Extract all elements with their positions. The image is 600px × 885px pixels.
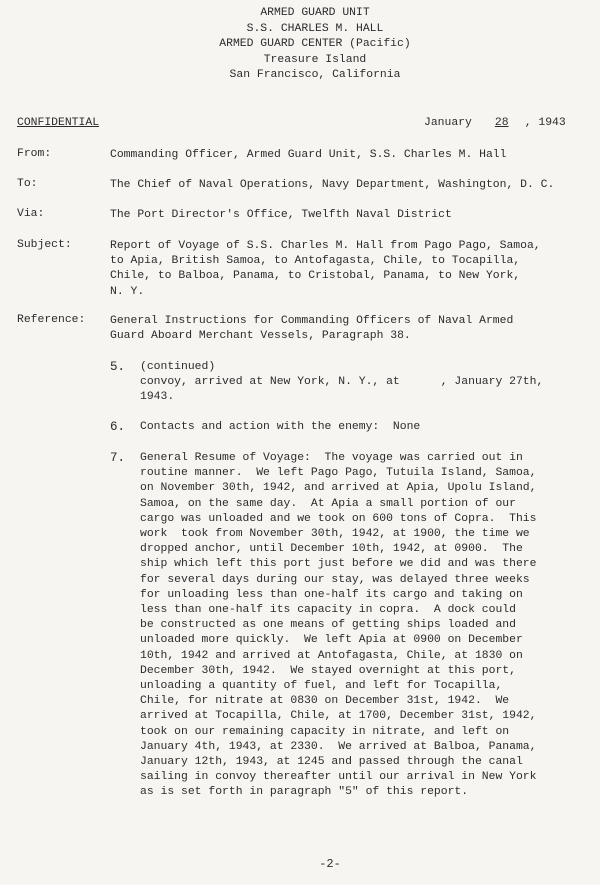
paragraph-5-text: (continued) convoy, arrived at New York, N. Y., at , January 27th, 1943. bbox=[140, 361, 544, 404]
subject-label: Subject: bbox=[17, 239, 72, 251]
paragraph-7-number: 7. bbox=[110, 451, 126, 465]
reference-value: General Instructions for Commanding Officers of Naval Armed Guard Aboard Merchant Vessels, Paragraph 38. bbox=[110, 315, 514, 343]
letterhead-unit: ARMED GUARD UNIT bbox=[260, 7, 370, 19]
date-day: 28 bbox=[494, 117, 509, 129]
classification-label: CONFIDENTIAL bbox=[17, 117, 100, 129]
page-number bbox=[0, 857, 600, 871]
via-label: Via: bbox=[17, 208, 45, 220]
letterhead-city: San Francisco, California bbox=[229, 69, 401, 82]
letterhead-island: Treasure Island bbox=[263, 53, 367, 66]
letterhead-center: ARMED GUARD CENTER (Pacific) bbox=[219, 38, 411, 51]
page-number-text: -2- bbox=[319, 857, 341, 871]
subject-value: Report of Voyage of S.S. Charles M. Hall from Pago Pago, Samoa, to Apia, British Samoa, to Antofagasta, Chile, to Tocapilla, Chile, to Balboa, Panama, to Cristobal, Panama, to New York, N. Y. bbox=[110, 240, 541, 298]
date-month: January bbox=[424, 117, 472, 129]
letter-date bbox=[424, 117, 566, 129]
to-value: The Chief of Naval Operations, Navy Department, Washington, D. C. bbox=[110, 179, 555, 191]
paragraph-5-number: 5. bbox=[110, 360, 126, 374]
via-value: The Port Director's Office, Twelfth Naval District bbox=[110, 209, 452, 221]
from-label: From: bbox=[17, 148, 52, 160]
letterhead bbox=[0, 6, 600, 84]
to-label: To: bbox=[17, 178, 38, 190]
reference-label: Reference: bbox=[17, 314, 86, 326]
paragraph-6-text: Contacts and action with the enemy: None bbox=[140, 421, 421, 433]
paragraph-7-text: General Resume of Voyage: The voyage was carried out in routine manner. We left Pago Pago, Tutuila Island, Samoa, on November 30th, 1942, and arrived at Apia, Upolu Island, Samoa, on the same day. At Apia a small portion of our cargo was unloaded and we took on 600 tons of Copra. This work took from November 30th, 1942, at 1900, the time we dropped anchor, until December 10th, 1942, at 0900. The ship which left this port just before we did and was there for several days during our stay, was delayed three weeks for unloading less than one-half its cargo and taking on less than one-half its capacity in copra. A dock could be constructed as one means of getting ships loaded and unloaded more quickly. We left Apia at 0900 on December 10th, 1942 and arrived at Antofagasta, Chile, at 1830 on December 30th, 1942. We stayed overnight at this port, unloading a quantity of fuel, and left for Tocapilla, Chile, for nitrate at 0830 on December 31st, 1942. We arrived at Tocapilla, Chile, at 1700, December 31st, 1942, took on our remaining capacity in nitrate, and left on January 4th, 1943, at 2330. We arrived at Balboa, Panama, January 12th, 1943, at 1245 and passed through the canal sailing in convoy thereafter until our arrival in New York as is set forth in paragraph "5" of this report. bbox=[140, 452, 537, 799]
from-value: Commanding Officer, Armed Guard Unit, S.S. Charles M. Hall bbox=[110, 149, 507, 161]
date-year: , 1943 bbox=[524, 117, 566, 129]
letterhead-ship: S.S. CHARLES M. HALL bbox=[246, 22, 384, 35]
paragraph-6-number: 6. bbox=[110, 420, 126, 434]
